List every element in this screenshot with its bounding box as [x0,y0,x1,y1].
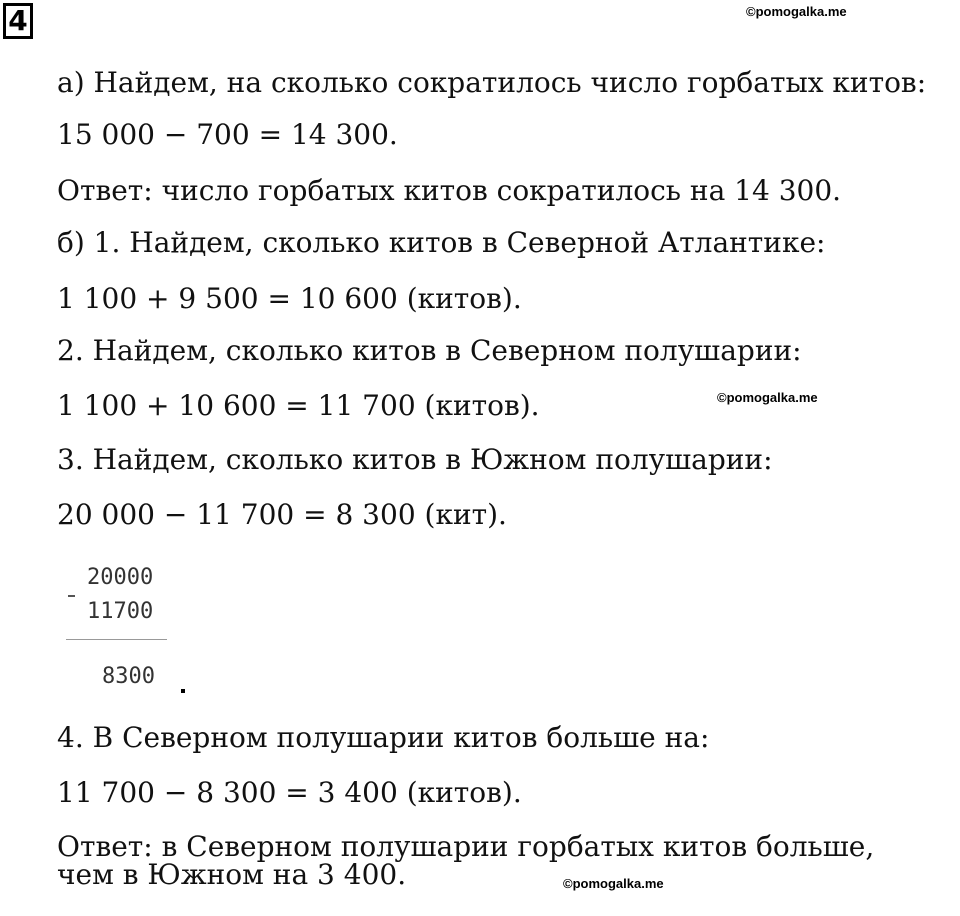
column-minuend: 20000 [87,565,154,590]
column-period-dot [181,689,185,693]
watermark-top: ©pomogalka.me [746,4,847,19]
part-b-step2-intro: 2. Найдем, сколько китов в Северном полушарии: [57,334,802,367]
part-b-step4-equation: 11 700 − 8 300 = 3 400 (китов). [57,776,522,809]
part-a-equation: 15 000 − 700 = 14 300. [57,118,398,151]
part-b-answer-line2: чем в Южном на 3 400. [57,858,407,891]
task-number: 4 [3,3,33,39]
part-b-step1-intro: б) 1. Найдем, сколько китов в Северной Атлантике: [57,226,826,259]
part-a-intro: а) Найдем, на сколько сократилось число горбатых китов: [57,66,927,99]
part-b-answer-line1: Ответ: в Северном полушарии горбатых китов больше, [57,830,875,863]
column-subtrahend: 11700 [87,599,154,624]
column-divider-line [66,639,167,640]
part-b-step4-intro: 4. В Северном полушарии китов больше на: [57,721,710,754]
part-a-answer: Ответ: число горбатых китов сократилось на 14 300. [57,174,842,207]
column-result: 8300 [102,664,155,689]
part-b-step1-equation: 1 100 + 9 500 = 10 600 (китов). [57,282,522,315]
part-b-step2-equation: 1 100 + 10 600 = 11 700 (китов). [57,389,540,422]
watermark-bottom: ©pomogalka.me [563,876,664,891]
part-b-step3-intro: 3. Найдем, сколько китов в Южном полушарии: [57,443,773,476]
column-minus-sign [68,595,75,597]
part-b-step3-equation: 20 000 − 11 700 = 8 300 (кит). [57,498,507,531]
watermark-middle: ©pomogalka.me [717,390,818,405]
